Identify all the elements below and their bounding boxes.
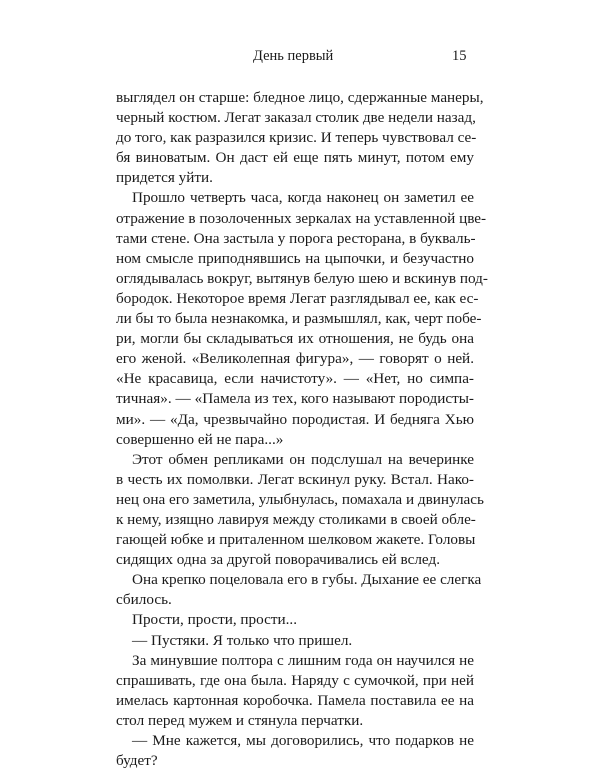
running-title: День первый (253, 48, 334, 64)
text-line: Прошло четверть часа, когда наконец он заметил ее (132, 189, 474, 207)
text-line: бя виноватым. Он даст ей еще пять минут, потом ему (116, 149, 474, 167)
text-line: совершенно ей не пара...» (116, 430, 284, 448)
text-line: — Пустяки. Я только что пришел. (132, 631, 353, 649)
text-line: выглядел он старше: бледное лицо, сдержанные манеры, (116, 89, 484, 106)
text-line: сидящих одна за другой поворачивались ей вслед. (116, 551, 440, 569)
page-number: 15 (452, 48, 467, 64)
text-line: спрашивать, где она была. Наряду с сумочкой, при ней (116, 671, 474, 689)
running-head (0, 48, 600, 68)
text-line: «Не красавица, если начистоту». — «Нет, но симпа- (116, 370, 474, 388)
body-text (116, 88, 488, 771)
text-line: в честь их помолвки. Легат вскинул руку. Встал. Нако- (116, 470, 474, 488)
text-line: будет? (116, 752, 158, 770)
text-line: его женой. «Великолепная фигура», — говорят о ней. (116, 350, 474, 368)
text-line: нец она его заметила, улыбнулась, помахала и двинулась (116, 490, 484, 508)
text-line: до того, как разразился кризис. И теперь чувствовал се- (116, 129, 477, 147)
text-line: Этот обмен репликами он подслушал на вечеринке (132, 450, 474, 468)
text-line: Прости, прости, прости... (132, 611, 298, 629)
text-line: черный костюм. Легат заказал столик две недели назад, (116, 109, 476, 127)
text-line: тами стене. Она застыла у порога ресторана, в букваль- (116, 229, 476, 247)
text-line: тичная». — «Памела из тех, кого называют породисты- (116, 390, 474, 408)
text-line: — Мне кажется, мы договорились, что подарков не (132, 732, 474, 749)
text-line: За минувшие полтора с лишним года он научился не (132, 651, 474, 669)
text-line: ном смысле приподнявшись на цыпочки, и безучастно (116, 249, 474, 267)
text-line: гающей юбке и приталенном шелковом жакете. Головы (116, 531, 476, 549)
text-line: придется уйти. (116, 169, 213, 187)
text-line: стол перед мужем и стянула перчатки. (116, 711, 364, 729)
text-line: ми». — «Да, чрезвычайно породистая. И бедняга Хью (116, 410, 474, 428)
text-line: бородок. Некоторое время Легат разглядывал ее, как ес- (116, 289, 479, 307)
text-line: отражение в позолоченных зеркалах на уставленной цве- (116, 209, 487, 227)
text-line: к нему, изящно лавируя между столиками в своей обле- (116, 510, 476, 528)
text-line: оглядывалась вокруг, вытянув белую шею и вскинув под- (116, 269, 488, 287)
text-line: сбилось. (116, 591, 172, 609)
text-line: имелась картонная коробочка. Памела поставила ее на (116, 691, 474, 709)
text-line: Она крепко поцеловала его в губы. Дыхание ее слегка (132, 571, 482, 589)
text-line: ли бы то была незнакомка, и размышлял, как, черт побе- (116, 310, 482, 328)
text-line: ри, могли бы складываться их отношения, не будь она (116, 330, 474, 348)
